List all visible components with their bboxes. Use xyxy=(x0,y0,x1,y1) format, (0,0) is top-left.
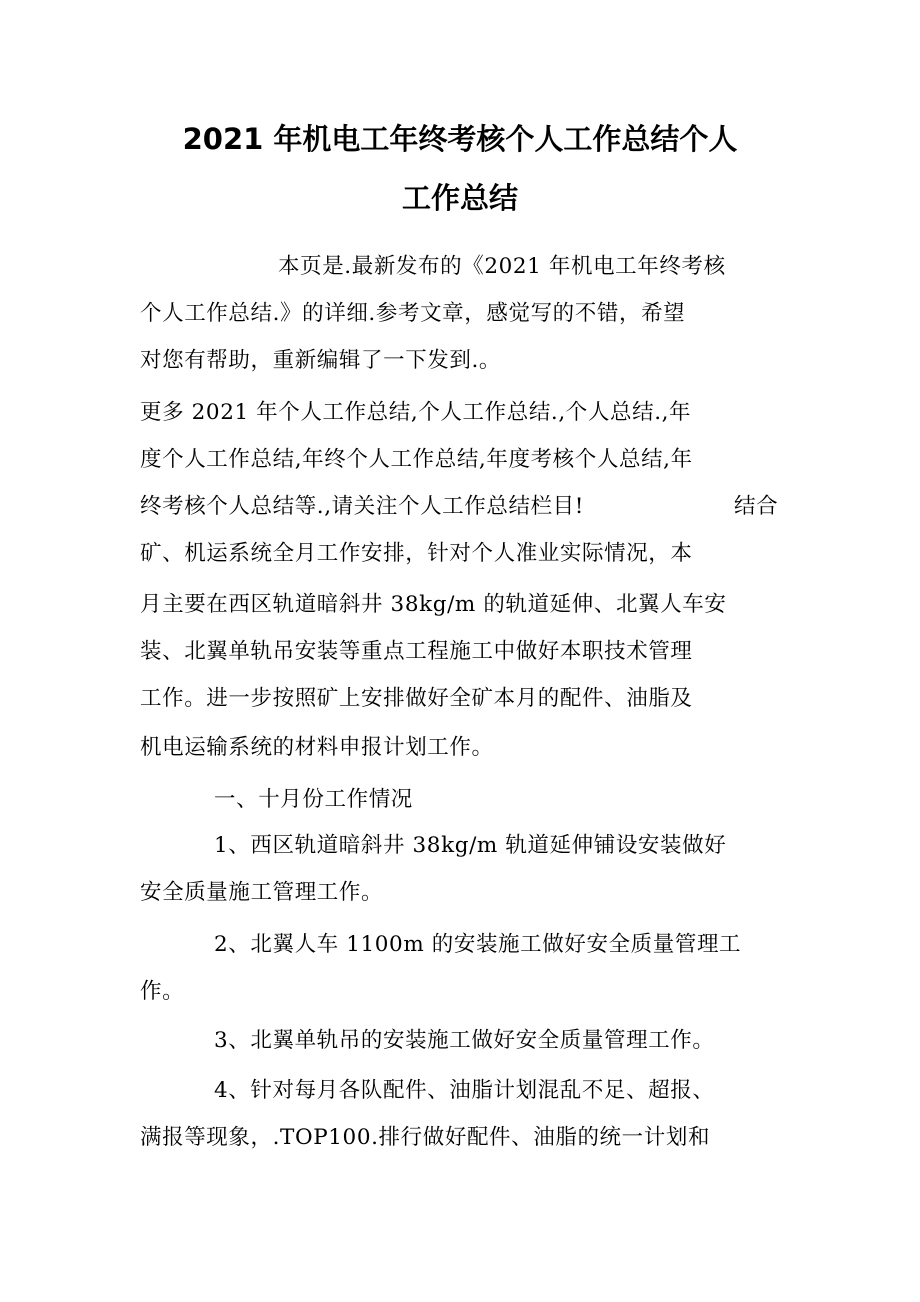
item-2-line-1: 2、北翼人车 1100m 的安装施工做好安全质量管理工 xyxy=(214,932,742,957)
body-line-5: 机电运输系统的材料申报计划工作。 xyxy=(140,735,494,760)
document-title-line-1: 2021 年机电工年终考核个人工作总结个人 xyxy=(182,122,738,156)
item-1-line-1: 1、西区轨道暗斜井 38kg/m 轨道延伸铺设安装做好 xyxy=(214,833,727,858)
more-line-1: 更多 2021 年个人工作总结,个人工作总结.,个人总结.,年 xyxy=(140,400,692,425)
more-line-3: 终考核个人总结等.,请关注个人工作总结栏目! xyxy=(140,494,585,519)
item-2-line-2: 作。 xyxy=(140,979,185,1004)
item-4-line-2: 满报等现象，.TOP100.排行做好配件、油脂的统一计划和 xyxy=(140,1125,711,1150)
body-line-4: 工作。进一步按照矿上安排做好全矿本月的配件、油脂及 xyxy=(140,686,693,711)
section-heading: 一、十月份工作情况 xyxy=(214,787,413,812)
body-line-3: 装、北翼单轨吊安装等重点工程施工中做好本职技术管理 xyxy=(140,639,693,664)
intro-line-2: 个人工作总结.》的详细.参考文章，感觉写的不错，希望 xyxy=(140,301,686,326)
item-4-line-1: 4、针对每月各队配件、油脂计划混乱不足、超报、 xyxy=(214,1078,715,1103)
intro-line-1: 本页是.最新发布的《2021 年机电工年终考核 xyxy=(278,254,726,279)
body-line-1: 矿、机运系统全月工作安排，针对个人准业实际情况，本 xyxy=(140,541,693,566)
document-title-line-2: 工作总结 xyxy=(401,181,518,215)
intro-line-3: 对您有帮助，重新编辑了一下发到.。 xyxy=(140,348,502,373)
more-line-2: 度个人工作总结,年终个人工作总结,年度考核个人总结,年 xyxy=(140,447,693,472)
item-1-line-2: 安全质量施工管理工作。 xyxy=(140,880,384,905)
body-line-2: 月主要在西区轨道暗斜井 38kg/m 的轨道延伸、北翼人车安 xyxy=(140,592,727,617)
item-3-line-1: 3、北翼单轨吊的安装施工做好安全质量管理工作。 xyxy=(214,1028,715,1053)
body-line-start: 结合 xyxy=(734,494,779,519)
